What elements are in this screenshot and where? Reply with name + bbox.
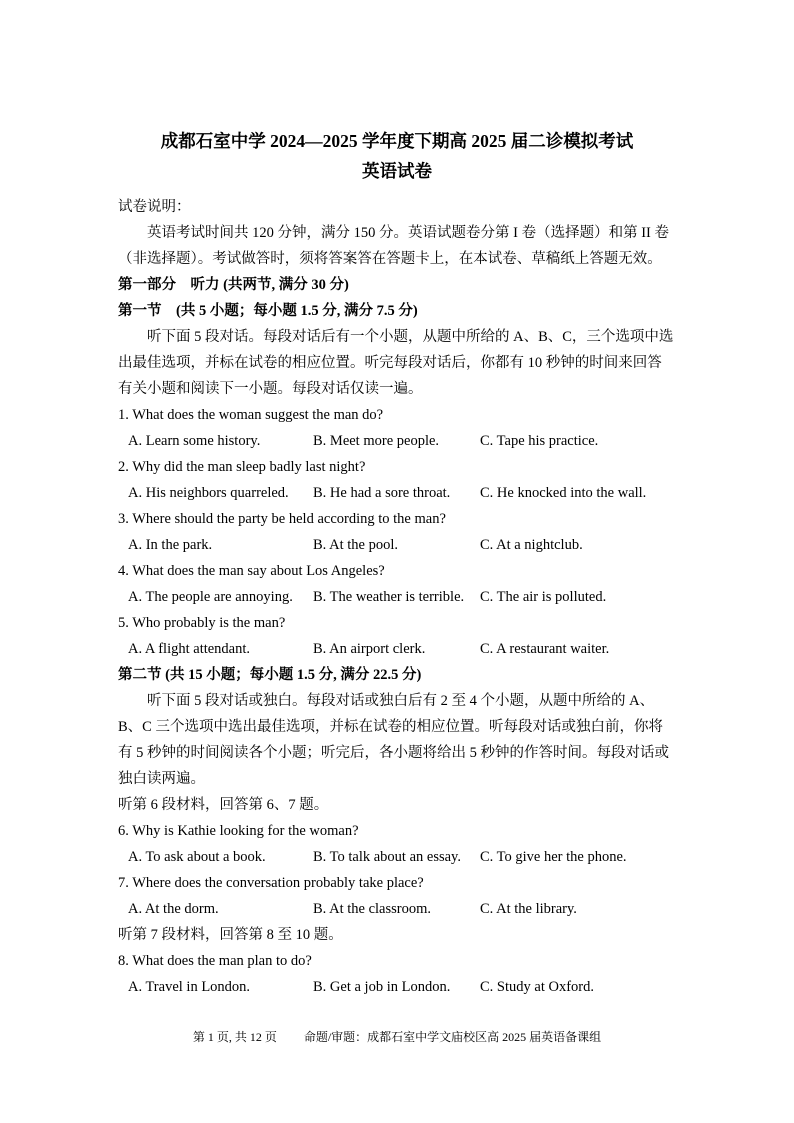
section1-instructions: 听下面 5 段对话。每段对话后有一个小题，从题中所给的 A、B、C，三个选项中选出最佳选项，并标在试卷的相应位置。听完每段对话后，你都有 10 秒钟的时间来回答有关小题和阅读下一小题。每段对话仅读一遍。	[118, 329, 674, 397]
question-options	[118, 896, 676, 922]
option-b: B. He had a sore throat.	[313, 485, 451, 501]
option-c: C. To give her the phone.	[480, 849, 627, 865]
question-text: 4. What does the man say about Los Angeles?	[118, 563, 385, 579]
material-note-6: 听第 6 段材料，回答第 6、7 题。	[118, 797, 329, 813]
exam-title: 成都石室中学 2024—2025 学年度下期高 2025 届二诊模拟考试	[160, 131, 634, 151]
question-text: 7. Where does the conversation probably take place?	[118, 875, 424, 891]
question-7	[118, 870, 676, 922]
question-options	[118, 584, 676, 610]
question-text: 8. What does the man plan to do?	[118, 953, 312, 969]
option-c: C. At a nightclub.	[480, 537, 583, 553]
question-2	[118, 454, 676, 506]
section1-heading: 第一节 (共 5 小题；每小题 1.5 分, 满分 7.5 分)	[118, 303, 418, 319]
question-options	[118, 428, 676, 454]
question-text: 5. Who probably is the man?	[118, 615, 286, 631]
option-c: C. A restaurant waiter.	[480, 641, 610, 657]
question-text: 3. Where should the party be held according to the man?	[118, 511, 446, 527]
question-8	[118, 948, 676, 1000]
option-a: A. Travel in London.	[128, 979, 251, 995]
option-b: B. An airport clerk.	[313, 641, 426, 657]
option-a: A. His neighbors quarreled.	[128, 485, 289, 501]
option-b: B. At the classroom.	[313, 901, 432, 917]
option-c: C. He knocked into the wall.	[480, 485, 647, 501]
footer-credit: 命题/审题：成都石室中学文庙校区高 2025 届英语备课组	[303, 1030, 602, 1044]
question-text: 2. Why did the man sleep badly last night?	[118, 459, 366, 475]
material-note-7: 听第 7 段材料，回答第 8 至 10 题。	[118, 927, 343, 943]
question-options	[118, 480, 676, 506]
option-a: A. A flight attendant.	[128, 641, 251, 657]
option-a: A. In the park.	[128, 537, 213, 553]
option-c: C. The air is polluted.	[480, 589, 607, 605]
option-c: C. At the library.	[480, 901, 577, 917]
page-footer	[0, 1028, 794, 1046]
footer-page-number: 第 1 页, 共 12 页	[192, 1030, 277, 1044]
section2-instructions: 听下面 5 段对话或独白。每段对话或独白后有 2 至 4 个小题，从题中所给的 A、B、C 三个选项中选出最佳选项，并标在试卷的相应位置。听每段对话或独白前，你将有 5 秒钟的时间阅读各个小题；听完后，各小题将给出 5 秒钟的作答时间。每段对话或独白读两遍。	[118, 693, 669, 787]
question-options	[118, 974, 676, 1000]
question-5	[118, 610, 676, 662]
question-options	[118, 844, 676, 870]
option-a: A. Learn some history.	[128, 433, 261, 449]
option-c: C. Study at Oxford.	[480, 979, 594, 995]
question-4	[118, 558, 676, 610]
question-1	[118, 402, 676, 454]
question-text: 6. Why is Kathie looking for the woman?	[118, 823, 359, 839]
question-6	[118, 818, 676, 870]
question-3	[118, 506, 676, 558]
option-b: B. The weather is terrible.	[313, 589, 465, 605]
option-b: B. Meet more people.	[313, 433, 440, 449]
section2-heading: 第二节 (共 15 小题；每小题 1.5 分, 满分 22.5 分)	[118, 667, 422, 683]
option-a: A. The people are annoying.	[128, 589, 293, 605]
option-a: A. At the dorm.	[128, 901, 219, 917]
option-a: A. To ask about a book.	[128, 849, 266, 865]
intro-paragraph: 英语考试时间共 120 分钟，满分 150 分。英语试题卷分第 I 卷（选择题）和第 II 卷（非选择题）。考试做答时，须将答案答在答题卡上，在本试卷、草稿纸上答题无效。	[118, 225, 669, 267]
option-b: B. At the pool.	[313, 537, 398, 553]
question-text: 1. What does the woman suggest the man do?	[118, 407, 384, 423]
question-options	[118, 532, 676, 558]
exam-subtitle: 英语试卷	[362, 161, 432, 181]
intro-label: 试卷说明：	[118, 199, 191, 215]
option-c: C. Tape his practice.	[480, 433, 599, 449]
question-options	[118, 636, 676, 662]
option-b: B. To talk about an essay.	[313, 849, 461, 865]
option-b: B. Get a job in London.	[313, 979, 451, 995]
part1-heading: 第一部分 听力 (共两节, 满分 30 分)	[118, 277, 349, 293]
